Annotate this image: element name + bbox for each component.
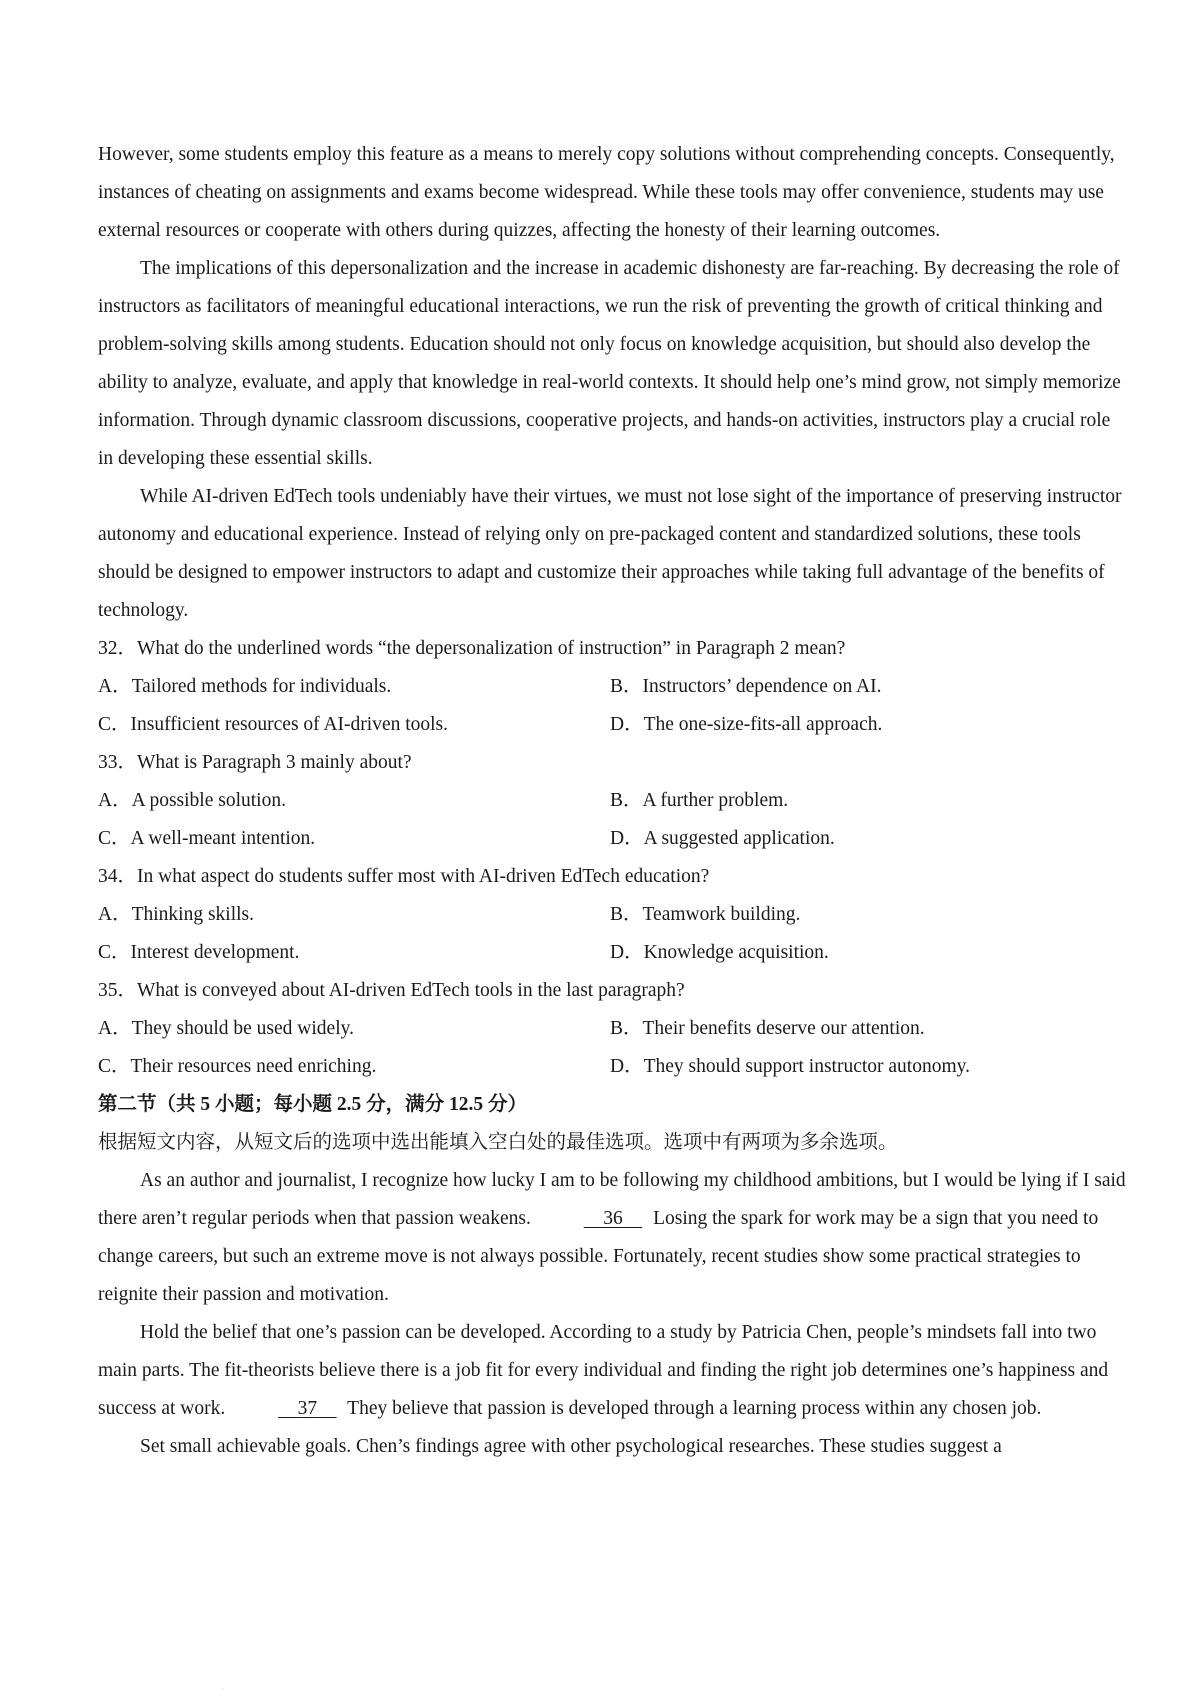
options-grid bbox=[98, 896, 1128, 972]
passage-d-paragraph-1 bbox=[98, 1162, 1128, 1314]
option-b[interactable]: B．Instructors’ dependence on AI. bbox=[610, 676, 882, 697]
question-34 bbox=[98, 858, 1128, 972]
question-stem: 33．What is Paragraph 3 mainly about? bbox=[98, 752, 412, 773]
option-b[interactable]: B．A further problem. bbox=[610, 790, 789, 811]
option-a[interactable]: A．A possible solution. bbox=[98, 790, 286, 811]
options-grid bbox=[98, 1010, 1128, 1086]
option-d[interactable]: D．Knowledge acquisition. bbox=[610, 942, 829, 963]
section-title: 第二节（共 5 小题；每小题 2.5 分，满分 12.5 分） bbox=[98, 1094, 528, 1115]
options-grid bbox=[98, 668, 1128, 744]
question-33 bbox=[98, 744, 1128, 858]
option-a[interactable]: A．They should be used widely. bbox=[98, 1018, 354, 1039]
passage-c-paragraph-4: The implications of this depersonalization and the increase in academic dishonesty are far-reaching. By decreasing the role of instructors as facilitators of meaningful educational interactions, we run the risk of preventing the growth of critical thinking and problem-solving skills among students. Education should not only focus on knowledge acquisition, but should also develop the ability to analyze, evaluate, and apply that knowledge in real-world contexts. It should help one’s mind grow, not simply memorize information. Through dynamic classroom discussions, cooperative projects, and hands-on activities, instructors play a crucial role in developing these essential skills. bbox=[98, 258, 1121, 469]
question-35 bbox=[98, 972, 1128, 1086]
option-c[interactable]: C．Interest development. bbox=[98, 942, 300, 963]
question-stem: 35．What is conveyed about AI-driven EdTech tools in the last paragraph? bbox=[98, 980, 685, 1001]
passage-c-paragraph: However, some students employ this feature as a means to merely copy solutions without comprehending concepts. Consequently, instances of cheating on assignments and exams become widespread. While these tools may offer convenience, students may use external resources or cooperate with others during quizzes, affecting the honesty of their learning outcomes. bbox=[98, 144, 1115, 241]
option-a[interactable]: A．Tailored methods for individuals. bbox=[98, 676, 392, 697]
passage-text: They believe that passion is developed through a learning process within any chosen job. bbox=[347, 1398, 1042, 1419]
options-grid bbox=[98, 782, 1128, 858]
question-32 bbox=[98, 630, 1128, 744]
passage-text: As an author and journalist, I recognize how lucky I am to be following my childhood ambitions, but I would be lying if I said there aren’t regular periods when that passion weakens. bbox=[98, 1170, 1126, 1229]
option-d[interactable]: D．The one-size-fits-all approach. bbox=[610, 714, 883, 735]
option-d[interactable]: D．They should support instructor autonomy. bbox=[610, 1056, 970, 1077]
option-b[interactable]: B．Their benefits deserve our attention. bbox=[610, 1018, 925, 1039]
option-c[interactable]: C．Their resources need enriching. bbox=[98, 1056, 377, 1077]
option-a[interactable]: A．Thinking skills. bbox=[98, 904, 255, 925]
question-stem: 32．What do the underlined words “the depersonalization of instruction” in Paragraph 2 mean? bbox=[98, 638, 846, 659]
question-stem: 34．In what aspect do students suffer most with AI-driven EdTech education? bbox=[98, 866, 710, 887]
passage-d-paragraph-3: Set small achievable goals. Chen’s findings agree with other psychological researches. These studies suggest a bbox=[140, 1436, 1002, 1457]
blank-36[interactable] bbox=[542, 1200, 643, 1238]
section-instruction: 根据短文内容，从短文后的选项中选出能填入空白处的最佳选项。选项中有两项为多余选项。 bbox=[98, 1132, 898, 1153]
option-c[interactable]: C．Insufficient resources of AI-driven tools. bbox=[98, 714, 449, 735]
blank-number: 37 bbox=[297, 1398, 318, 1419]
option-d[interactable]: D．A suggested application. bbox=[610, 828, 835, 849]
option-b[interactable]: B．Teamwork building. bbox=[610, 904, 801, 925]
passage-text: Hold the belief that one’s passion can be developed. According to a study by Patricia Chen, people’s mindsets fall into two main parts. The fit-theorists believe there is a job fit for every individual and finding the right job determines one’s happiness and success at work. bbox=[98, 1322, 1109, 1419]
footer-dot: · bbox=[222, 1686, 224, 1693]
exam-page bbox=[98, 136, 1128, 1466]
passage-c-paragraph-5: While AI-driven EdTech tools undeniably have their virtues, we must not lose sight of the importance of preserving instructor autonomy and educational experience. Instead of relying only on pre-packaged content and standardized solutions, these tools should be designed to empower instructors to adapt and customize their approaches while taking full advantage of the benefits of technology. bbox=[98, 486, 1122, 621]
passage-d-paragraph-2 bbox=[98, 1314, 1128, 1428]
passage-text: Losing the spark for work may be a sign that you need to change careers, but such an extreme move is not always possible. Fortunately, recent studies show some practical strategies to reignite their passion and motivation. bbox=[98, 1208, 1099, 1305]
blank-number: 36 bbox=[603, 1208, 623, 1229]
blank-37[interactable] bbox=[236, 1390, 337, 1428]
option-c[interactable]: C．A well-meant intention. bbox=[98, 828, 316, 849]
